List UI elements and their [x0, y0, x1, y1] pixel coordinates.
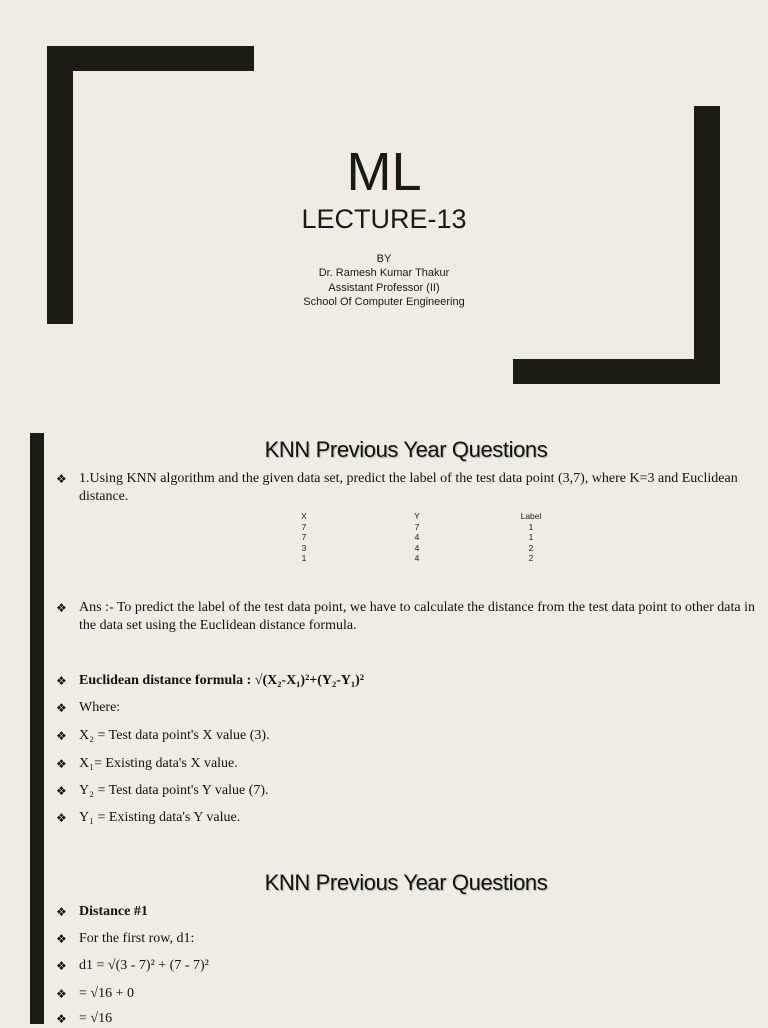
answer-text: Ans :- To predict the label of the test data point, we have to calculate the distance from the test data point to other data in the data set using the Euclidean distance formula. — [79, 600, 755, 633]
diamond-bullet-icon: ❖ — [56, 472, 67, 486]
author-by: BY — [376, 253, 392, 265]
y1-text: Y₁ = Existing data's Y value. — [79, 810, 241, 825]
distance-title-text: Distance #1 — [79, 904, 148, 919]
formula-text: Euclidean distance formula : √(X₂-X₁)²+(Y₂-Y₁)² — [79, 673, 365, 688]
frame-bar-top-left-horizontal — [47, 46, 254, 71]
diamond-bullet-icon: ❖ — [56, 701, 67, 715]
author-position: Assistant Professor (II) — [328, 281, 440, 294]
diamond-bullet-icon: ❖ — [56, 959, 67, 973]
table-header: Label — [520, 511, 542, 521]
first-row-bullet — [56, 930, 766, 948]
where-text: Where: — [79, 700, 121, 715]
author-block — [0, 252, 768, 309]
slide-subtitle: LECTURE-13 — [301, 204, 467, 234]
author-name: Dr. Ramesh Kumar Thakur — [318, 267, 450, 280]
title-slide — [0, 0, 768, 414]
y2-text: Y₂ = Test data point's Y value (7). — [79, 783, 269, 798]
table-cell: 1 — [301, 553, 307, 563]
step1-text: = √16 + 0 — [79, 986, 134, 1001]
diamond-bullet-icon: ❖ — [56, 987, 67, 1001]
formula-bullet — [56, 672, 766, 690]
diamond-bullet-icon: ❖ — [56, 757, 67, 771]
frame-bar-bottom-right-horizontal — [513, 359, 720, 384]
step2-text: = √16 — [79, 1011, 113, 1026]
slide2-heading: KNN Previous Year Questions — [264, 437, 548, 462]
diamond-bullet-icon: ❖ — [56, 811, 67, 825]
answer-bullet — [56, 599, 766, 635]
table-header: Y — [414, 511, 420, 521]
diamond-bullet-icon: ❖ — [56, 784, 67, 798]
table-cell: 4 — [414, 542, 420, 553]
diamond-bullet-icon: ❖ — [56, 905, 67, 919]
x1-text: X₁= Existing data's X value. — [79, 756, 238, 771]
x2-text: X₂ = Test data point's X value (3). — [79, 728, 270, 743]
table-cell: 7 — [301, 532, 307, 542]
table-header: X — [301, 511, 307, 521]
left-accent-bar — [30, 433, 44, 1024]
table-cell: 1 — [528, 532, 534, 542]
table-cell: 7 — [414, 521, 420, 532]
diamond-bullet-icon: ❖ — [56, 674, 67, 688]
d1-text: d1 = √(3 - 7)² + (7 - 7)² — [79, 958, 209, 973]
table-cell: 4 — [414, 553, 420, 563]
slide3-heading: KNN Previous Year Questions — [264, 870, 548, 895]
table-column-label — [506, 511, 556, 564]
step2-bullet — [56, 1010, 766, 1028]
table-cell: 3 — [301, 542, 307, 553]
table-cell: 2 — [528, 542, 534, 553]
table-cell: 2 — [528, 553, 534, 563]
d1-bullet — [56, 957, 766, 975]
author-school: School Of Computer Engineering — [303, 295, 465, 308]
table-cell: 1 — [528, 521, 534, 532]
step1-bullet — [56, 985, 766, 1003]
question-text: 1.Using KNN algorithm and the given data set, predict the label of the test data point (3,7), where K=3 and Euclidean distance. — [79, 471, 738, 504]
diamond-bullet-icon: ❖ — [56, 932, 67, 946]
y1-bullet — [56, 809, 766, 827]
slide-title: ML — [346, 142, 422, 202]
where-bullet — [56, 699, 766, 717]
table-cell: 4 — [414, 532, 420, 542]
table-column-y — [392, 511, 442, 564]
diamond-bullet-icon: ❖ — [56, 729, 67, 743]
diamond-bullet-icon: ❖ — [56, 601, 67, 615]
x2-bullet — [56, 727, 766, 745]
y2-bullet — [56, 782, 766, 800]
distance-title-bullet — [56, 903, 766, 921]
question-bullet — [56, 470, 766, 506]
diamond-bullet-icon: ❖ — [56, 1012, 67, 1026]
table-column-x — [279, 511, 329, 564]
table-cell: 7 — [301, 521, 307, 532]
x1-bullet — [56, 755, 766, 773]
first-row-text: For the first row, d1: — [79, 931, 195, 946]
